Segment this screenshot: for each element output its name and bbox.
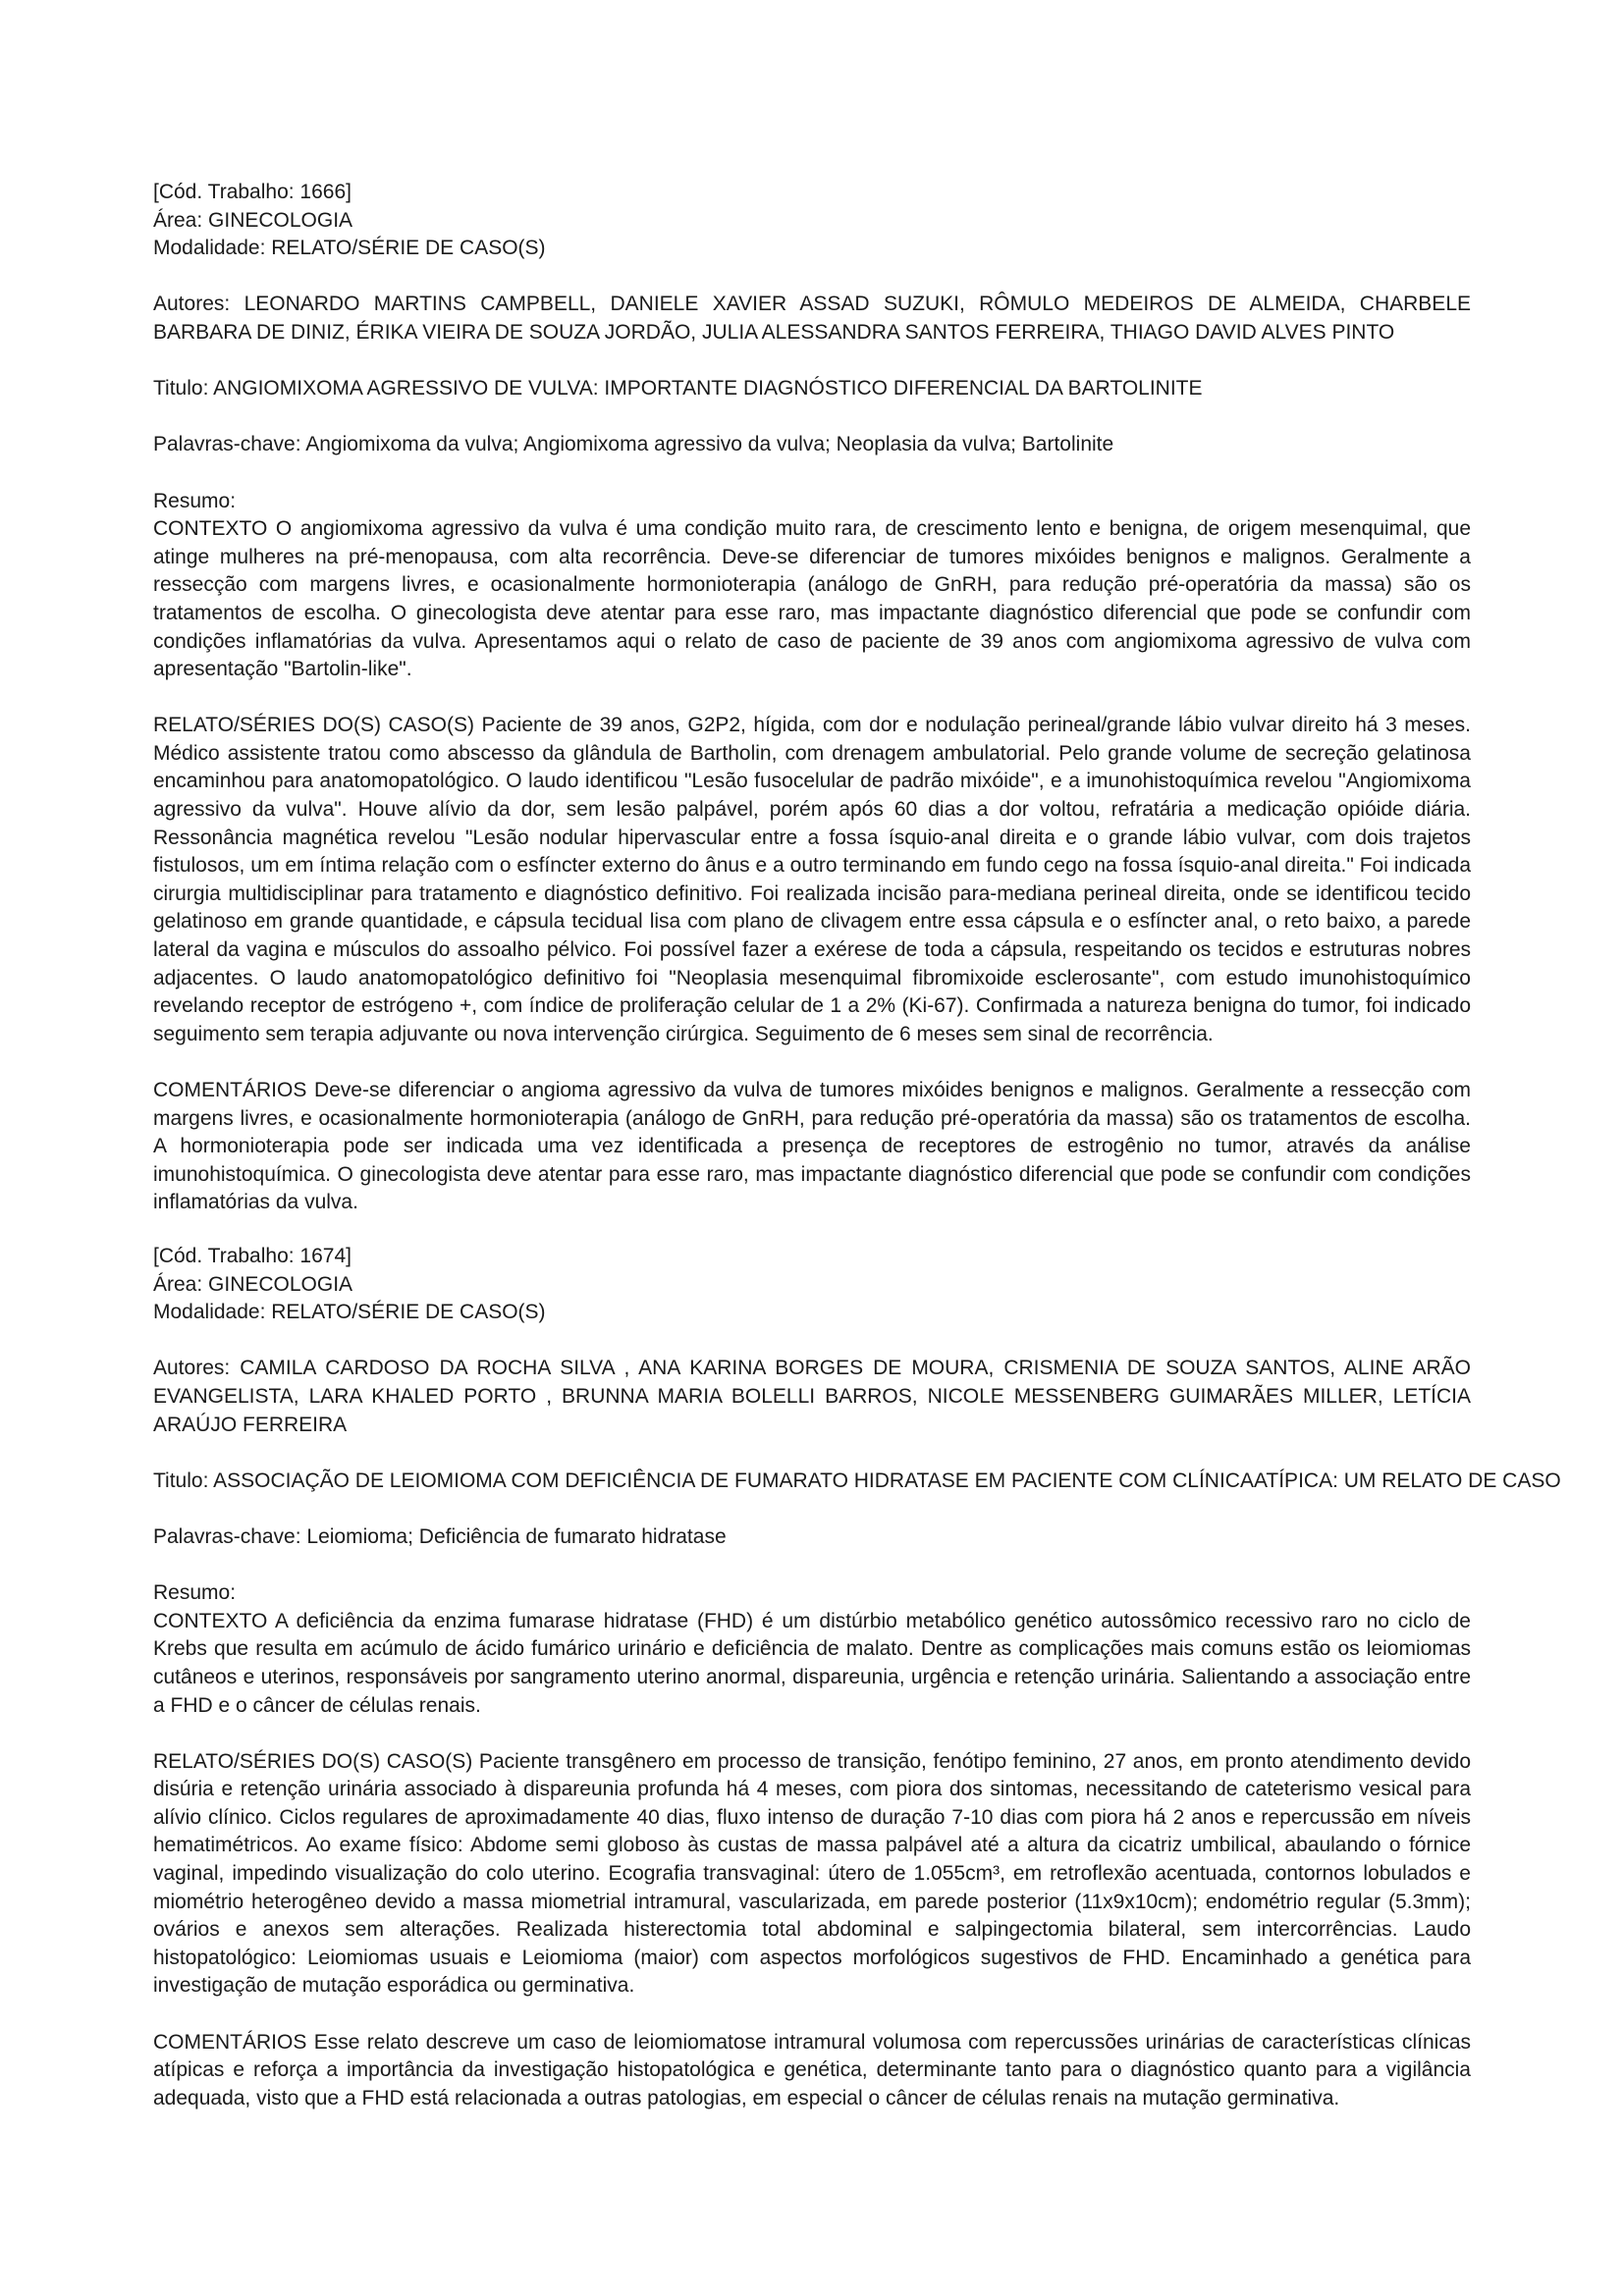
authors: Autores: LEONARDO MARTINS CAMPBELL, DANIELE XAVIER ASSAD SUZUKI, RÔMULO MEDEIROS DE ALMEIDA, CHARBELE BARBARA DE DINIZ, ÉRIKA VIEIRA DE SOUZA JORDÃO, JULIA ALESSANDRA SANTOS FERREIRA, THIAGO DAVID ALVES PINTO — [153, 293, 1471, 344]
modality: Modalidade: RELATO/SÉRIE DE CASO(S) — [153, 237, 546, 260]
case-paragraph: RELATO/SÉRIES DO(S) CASO(S) Paciente de 39 anos, G2P2, hígida, com dor e nodulação perineal/grande lábio vulvar direito há 3 meses. Médico assistente tratou como abscesso da glândula de Bartholin, com drenagem ambulatorial. Pelo grande volume de secreção gelatinosa encaminhou para anatomopatológico. O laudo identificou "Lesão fusocelular de padrão mixóide", e a imunohistoquímica revelou "Angiomixoma agressivo da vulva". Houve alívio da dor, sem lesão palpável, porém após 60 dias a dor voltou, refratária a medicação opióide diária. Ressonância magnética revelou "Lesão nodular hipervascular entre a fossa ísquio-anal direita e o grande lábio vulvar, com dois trajetos fistulosos, um em íntima relação com o esfíncter externo do ânus e a outro terminando em fundo cego na fossa ísquio-anal direita." Foi indicada cirurgia multidisciplinar para tratamento e diagnóstico definitivo. Foi realizada incisão para-mediana perineal direita, onde se identificou tecido gelatinoso em grande quantidade, e cápsula tecidual lisa com plano de clivagem entre essa cápsula e o esfíncter anal, o reto baixo, a parede lateral da vagina e músculos do assoalho pélvico. Foi possível fazer a exérese de toda a cápsula, respeitando os tecidos e estruturas nobres adjacentes. O laudo anatomopatológico definitivo foi "Neoplasia mesenquimal fibromixoide esclerosante", com estudo imunohistoquímico revelando receptor de estrógeno +, com índice de proliferação celular de 1 a 2% (Ki-67). Confirmada a natureza benigna do tumor, foi indicado seguimento sem terapia adjuvante ou nova intervenção cirúrgica. Seguimento de 6 meses sem sinal de recorrência. — [153, 714, 1471, 1045]
abstract-1674 — [153, 1243, 1561, 2112]
work-code: [Cód. Trabalho: 1674] — [153, 1245, 352, 1267]
comments-paragraph: COMENTÁRIOS Deve-se diferenciar o angioma agressivo da vulva de tumores mixóides benignos e malignos. Geralmente a ressecção com margens livres, e ocasionalmente hormonioterapia (análogo de GnRH, para redução pré-operatória da massa) são os tratamentos de escolha. A hormonioterapia pode ser indicada uma vez identificada a presença de receptores de estrogênio no tumor, através da análise imunohistoquímica. O ginecologista deve atentar para esse raro, mas impactante diagnóstico diferencial que pode se confundir com condições inflamatórias da vulva. — [153, 1079, 1471, 1214]
context-paragraph: CONTEXTO A deficiência da enzima fumarase hidratase (FHD) é um distúrbio metabólico genético autossômico recessivo raro no ciclo de Krebs que resulta em acúmulo de ácido fumárico urinário e deficiência de malato. Dentre as complicações mais comuns estão os leiomiomas cutâneos e uterinos, responsáveis por sangramento uterino anormal, dispareunia, urgência e retenção urinária. Salientando a associação entre a FHD e o câncer de células renais. — [153, 1609, 1471, 1717]
area: Área: GINECOLOGIA — [153, 1272, 353, 1296]
summary-label: Resumo: — [153, 1581, 237, 1605]
authors: Autores: CAMILA CARDOSO DA ROCHA SILVA , ANA KARINA BORGES DE MOURA, CRISMENIA DE SOUZA SANTOS, ALINE ARÃO EVANGELISTA, LARA KHALED PORTO , BRUNNA MARIA BOLELLI BARROS, NICOLE MESSENBERG GUIMARÃES MILLER, LETÍCIA ARAÚJO FERREIRA — [153, 1357, 1471, 1436]
summary-label: Resumo: — [153, 489, 237, 512]
case-paragraph: RELATO/SÉRIES DO(S) CASO(S) Paciente transgênero em processo de transição, fenótipo feminino, 27 anos, em pronto atendimento devido disúria e retenção urinária associado à dispareunia profunda há 4 meses, com piora dos sintomas, necessitando de cateterismo vesical para alívio clínico. Ciclos regulares de aproximadamente 40 dias, fluxo intenso de duração 7-10 dias com piora há 2 anos e repercussão em níveis hematimétricos. Ao exame físico: Abdome semi globoso às custas de massa palpável até a altura da cicatriz umbilical, abaulando o fórnice vaginal, impedindo visualização do colo uterino. Ecografia transvaginal: útero de 1.055cm³, em retroflexão acentuada, contornos lobulados e miométrio heterogêneo devido a massa miometrial intramural, vascularizada, em parede posterior (11x9x10cm); endométrio regular (5.3mm); ovários e anexos sem alterações. Realizada histerectomia total abdominal e salpingectomia bilateral, sem intercorrências. Laudo histopatológico: Leiomiomas usuais e Leiomioma (maior) com aspectos morfológicos sugestivos de FHD. Encaminhado a genética para investigação de mutação esporádica ou germinativa. — [153, 1749, 1471, 1998]
context-paragraph: CONTEXTO O angiomixoma agressivo da vulva é uma condição muito rara, de crescimento lento e benigna, de origem mesenquimal, que atinge mulheres na pré-menopausa, com alta recorrência. Deve-se diferenciar de tumores mixóides benignos e malignos. Geralmente a ressecção com margens livres, e ocasionalmente hormonioterapia (análogo de GnRH, para redução pré-operatória da massa) são os tratamentos de escolha. O ginecologista deve atentar para esse raro, mas impactante diagnóstico diferencial que pode se confundir com condições inflamatórias da vulva. Apresentamos aqui o relato de caso de paciente de 39 anos com angiomixoma agressivo de vulva com apresentação "Bartolin-like". — [153, 517, 1471, 681]
abstract-1666 — [153, 179, 1471, 1217]
comments-paragraph: COMENTÁRIOS Esse relato descreve um caso de leiomiomatose intramural volumosa com repercussões urinárias de características clínicas atípicas e reforça a importância da investigação histopatológica e genética, determinante tanto para o diagnóstico quanto para a vigilância adequada, visto que a FHD está relacionada a outras patologias, em especial o câncer de células renais na mutação germinativa. — [153, 2030, 1471, 2109]
abstract-title: Titulo: ANGIOMIXOMA AGRESSIVO DE VULVA: IMPORTANTE DIAGNÓSTICO DIFERENCIAL DA BARTOLINITE — [153, 377, 1203, 400]
modality: Modalidade: RELATO/SÉRIE DE CASO(S) — [153, 1301, 546, 1324]
keywords: Palavras-chave: Leiomioma; Deficiência de fumarato hidratase — [153, 1524, 727, 1548]
abstract-title: Titulo: ASSOCIAÇÃO DE LEIOMIOMA COM DEFICIÊNCIA DE FUMARATO HIDRATASE EM PACIENTE COM CLÍNICAATÍPICA: UM RELATO DE CASO — [153, 1468, 1561, 1492]
area: Área: GINECOLOGIA — [153, 208, 353, 232]
work-code: [Cód. Trabalho: 1666] — [153, 181, 352, 203]
keywords: Palavras-chave: Angiomixoma da vulva; Angiomixoma agressivo da vulva; Neoplasia da vulva; Bartolinite — [153, 433, 1114, 456]
